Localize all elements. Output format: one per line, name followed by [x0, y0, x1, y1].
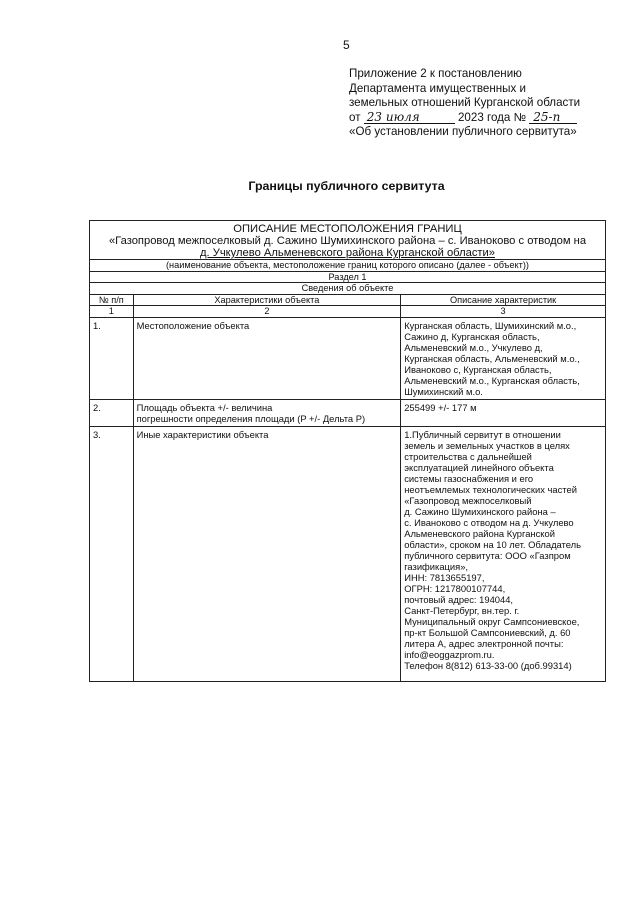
boundaries-table-wrapper — [89, 220, 606, 682]
column-header: № п/п — [90, 294, 134, 306]
description-line: строительства с дальнейшей — [404, 450, 532, 462]
table-column-headers — [90, 294, 606, 306]
description-line: Альменевский м.о., Учкулево д, — [404, 341, 543, 353]
table-column-numbers — [90, 306, 606, 318]
row-number: 2. — [90, 399, 134, 426]
description-line: Муниципальный округ Сампсониевское, — [404, 615, 580, 627]
row-description — [401, 426, 606, 681]
description-line: Альменевский м.о., Курганская область, — [404, 374, 580, 386]
description-line: Сажино д, Курганская область, — [404, 330, 540, 342]
characteristic-line: Площадь объекта +/- величина — [136, 401, 273, 413]
appendix-date-line — [349, 111, 619, 126]
description-line: газификация», — [404, 560, 469, 572]
description-line: Иваноково с, Курганская область, — [404, 363, 552, 375]
table-section-title-row — [90, 283, 606, 295]
page-number: 5 — [343, 38, 350, 52]
table-caption: (наименование объекта, местоположение границ которого описано (далее - объект)) — [90, 260, 606, 272]
description-line: неотъемлемых технологических частей — [404, 483, 577, 495]
row-characteristic — [133, 426, 401, 681]
description-line: области», сроком на 10 лет. Обладатель — [404, 538, 581, 550]
appendix-subject: «Об установлении публичного сервитута» — [349, 125, 577, 138]
description-line: 1.Публичный сервитут в отношении — [404, 428, 561, 440]
appendix-block — [349, 67, 619, 140]
characteristic-line: Иные характеристики объекта — [136, 428, 269, 440]
row-characteristic — [133, 317, 401, 399]
description-line: Санкт-Петербург, вн.тер. г. — [404, 604, 520, 616]
column-number: 2 — [133, 306, 401, 318]
description-line: земель и земельных участков в целях — [404, 439, 570, 451]
column-number: 3 — [401, 306, 606, 318]
handwritten-number: 25-п — [529, 112, 577, 124]
description-line: литера А, адрес электронной почты: — [404, 637, 564, 649]
row-number: 3. — [90, 426, 134, 681]
description-line: д. Сажино Шумихинского района – — [404, 505, 556, 517]
characteristic-line: Местоположение объекта — [136, 319, 250, 331]
table-object-line: «Газопровод межпоселковый д. Сажино Шумихинского района – с. Иваноково с отводом на — [108, 235, 587, 247]
row-description — [401, 399, 606, 426]
table-section-row — [90, 271, 606, 283]
boundaries-table — [89, 220, 606, 682]
table-caption-row — [90, 260, 606, 272]
row-number: 1. — [90, 317, 134, 399]
description-line: пр-кт Большой Сампсониевский, д. 60 — [404, 626, 571, 638]
description-line: info@eoggazprom.ru. — [404, 648, 495, 660]
table-header — [90, 221, 606, 260]
description-line: почтовый адрес: 194044, — [404, 593, 514, 605]
appendix-line: земельных отношений Курганской области — [349, 96, 581, 109]
row-characteristic — [133, 399, 401, 426]
column-header: Описание характеристик — [401, 294, 606, 306]
handwritten-date: 23 июля — [364, 112, 455, 124]
description-line: Альменевского района Курганской — [404, 527, 555, 539]
table-section-title: Сведения об объекте — [90, 283, 606, 295]
year-text: 2023 года № — [457, 110, 527, 124]
appendix-line: Приложение 2 к постановлению — [349, 67, 522, 80]
table-row — [90, 426, 606, 681]
description-line: Курганская область, Шумихинский м.о., — [404, 319, 577, 331]
description-line: системы газоснабжения и его — [404, 472, 534, 484]
column-header: Характеристики объекта — [133, 294, 401, 306]
description-line: эксплуатацией линейного объекта — [404, 461, 554, 473]
table-row — [90, 317, 606, 399]
column-number: 1 — [90, 306, 134, 318]
appendix-line: Департамента имущественных и — [349, 81, 526, 95]
description-line: 255499 +/- 177 м — [404, 401, 477, 413]
description-line: ОГРН: 1217800107744, — [404, 582, 506, 594]
table-row — [90, 399, 606, 426]
description-line: ИНН: 7813655197, — [404, 571, 485, 583]
description-line: публичного сервитута: ООО «Газпром — [404, 549, 571, 561]
description-line: Телефон 8(812) 613-33-00 (доб.99314) — [404, 659, 572, 671]
description-line: Курганская область, Альменевский м.о., — [404, 352, 580, 364]
date-prefix: от — [349, 110, 361, 124]
description-line: с. Иваноково с отводом на д. Учкулево — [404, 516, 574, 528]
table-header-row — [90, 221, 606, 260]
table-section: Раздел 1 — [90, 271, 606, 283]
description-line: «Газопровод межпоселковый — [404, 494, 532, 506]
table-object-line: д. Учкулево Альменевского района Курганской области» — [199, 247, 496, 259]
characteristic-line: погрешности определения площади (P +/- Дельта P) — [136, 412, 366, 424]
row-description — [401, 317, 606, 399]
description-line: Шумихинский м.о. — [404, 385, 483, 397]
table-header-title: ОПИСАНИЕ МЕСТОПОЛОЖЕНИЯ ГРАНИЦ — [233, 223, 462, 235]
document-title: Границы публичного сервитута — [248, 179, 445, 193]
